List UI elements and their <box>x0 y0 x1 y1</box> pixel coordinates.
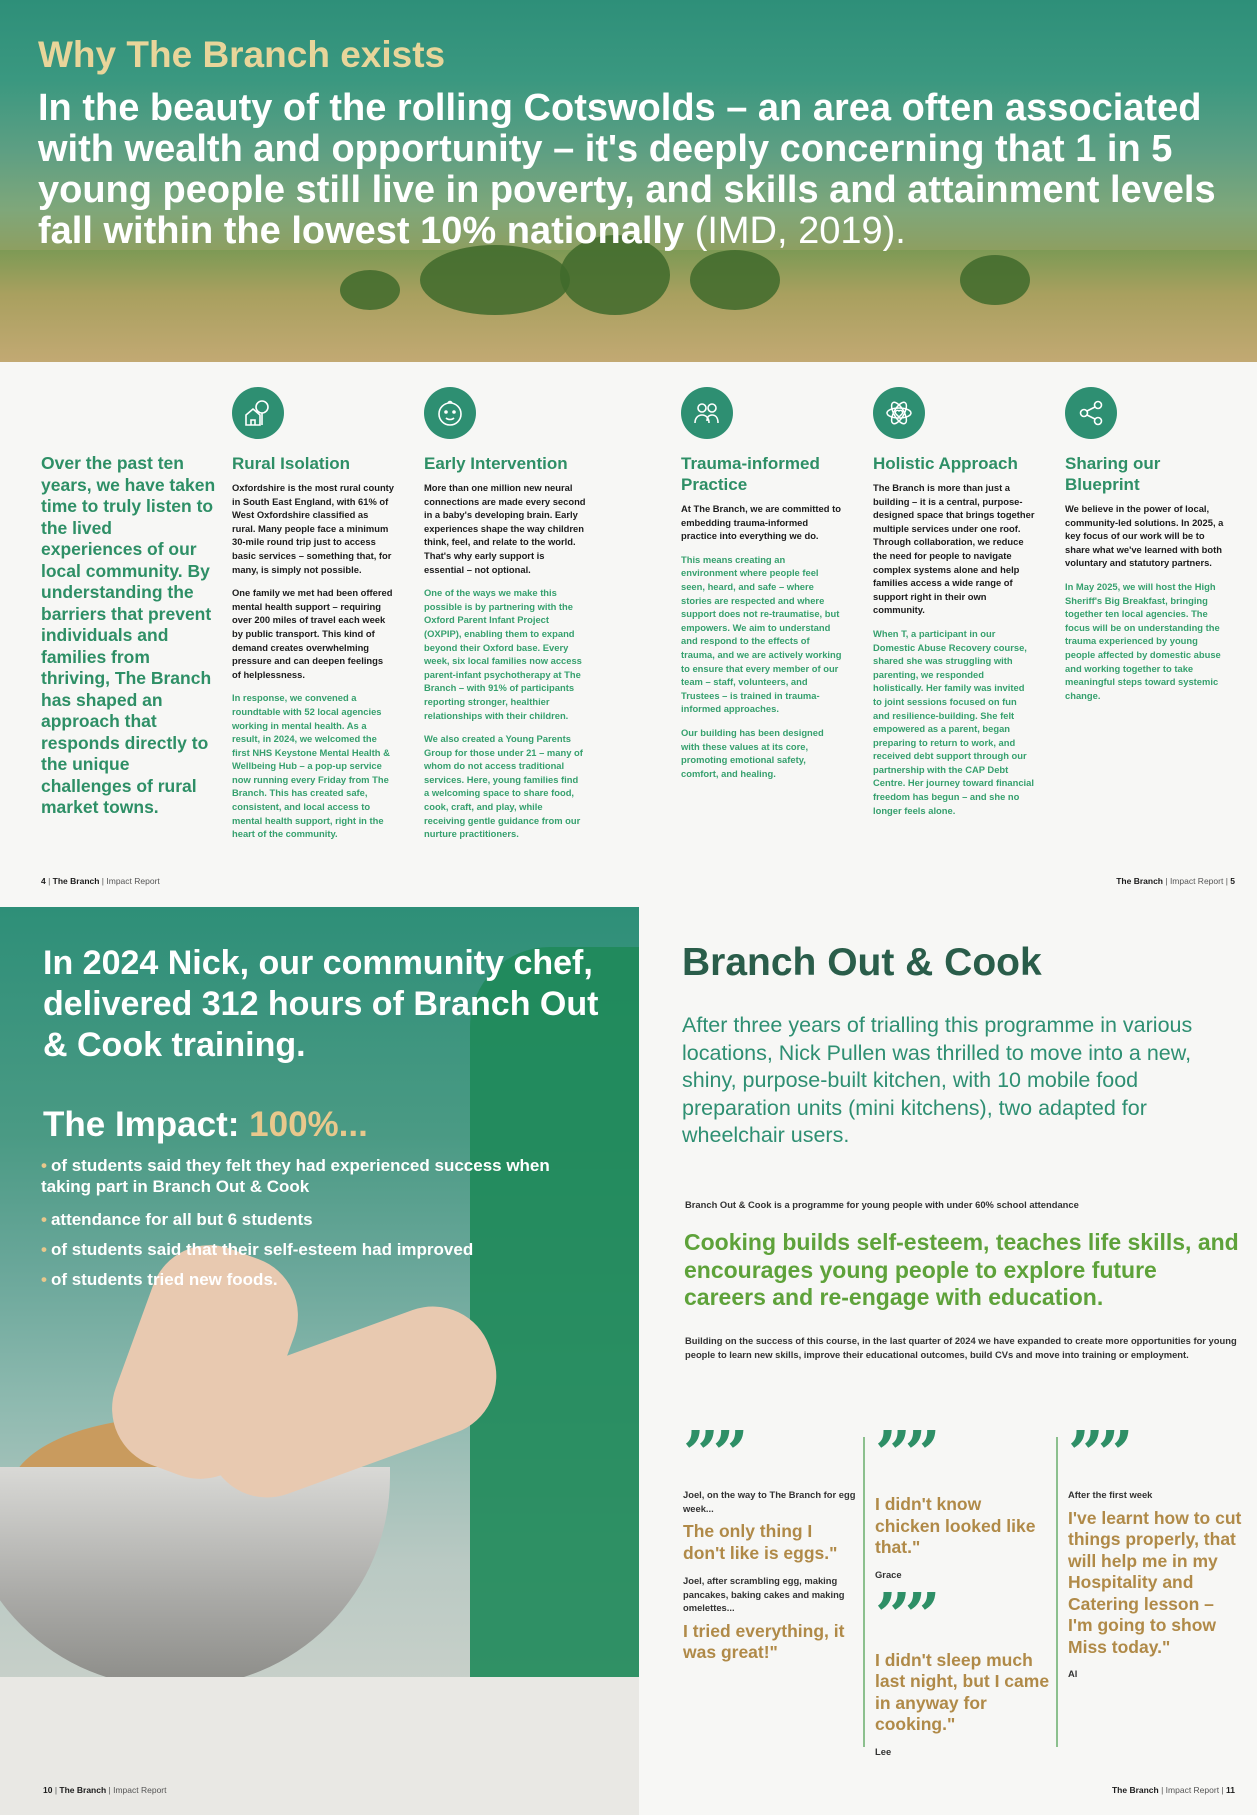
hero-citation: (IMD, 2019). <box>694 210 906 252</box>
page-number: 11 <box>1226 1785 1235 1795</box>
hero-tree <box>420 245 570 315</box>
quote-context: After the first week <box>1068 1489 1153 1500</box>
column-paragraph: The Branch is more than just a building – it is a central, purpose-designed space that brings together multiple services under one roof. Through collaboration, we reduce the need for people to navigate complex systems alone and help families access a wide range of support right in their own community. <box>873 482 1035 616</box>
column-paragraph: More than one million new neural connections are made every second in a baby's developing brain. Early experiences shape the way children think, feel, and relate to the world. That's why early support is essential – not optional. <box>424 482 586 575</box>
spread-pages-4-5 <box>0 362 1257 907</box>
column-paragraph-highlight: In response, we convened a roundtable with 52 local agencies working in mental health. As a result, in 2024, we welcomed the first NHS Keystone Mental Health & Wellbeing Hub – a pop-up service now running every Friday from The Branch. This has created safe, consistent, and local access to mental health support, right in the heart of the community. <box>232 692 390 840</box>
intro-statement: Over the past ten years, we have taken time to truly listen to the lived experiences of our local community. By understanding the barriers that prevent individuals and families from thriving, The Branch has shaped an approach that responds directly to the unique challenges of rural market towns. <box>41 453 216 817</box>
hero-banner <box>0 0 1257 362</box>
quote-mark-icon: ”” <box>875 1578 935 1652</box>
page-title: Branch Out & Cook <box>682 941 1042 984</box>
page-footer-5: The Branch | Impact Report | 5 <box>1116 876 1235 886</box>
quote-author: Lee <box>875 1745 892 1757</box>
impact-bullet-text: of students said that their self-esteem had improved <box>50 1240 474 1259</box>
page-10-headline: In 2024 Nick, our community chef, delivered 312 hours of Branch Out & Cook training. <box>43 944 599 1064</box>
column-paragraph-highlight: We also created a Young Parents Group for those under 21 – many of whom do not access traditional services. Here, young families find a welcoming space to share food, cook, craft, and play, while receiving gentle guidance from our nurture practitioners. <box>424 733 583 840</box>
footer-subtitle: Impact Report <box>1169 876 1224 886</box>
footer-brand: The Branch <box>1116 876 1163 886</box>
share-icon <box>1065 387 1117 439</box>
page-11-lede: After three years of trialling this programme in various locations, Nick Pullen was thrilled to move into a new, shiny, purpose-built kitchen, with 10 mobile food preparation units (mini kitchens), two adapted for wheelchair users. <box>682 1013 1193 1147</box>
quote-author: Grace <box>875 1568 902 1580</box>
impact-bullet: • of students tried new foods. <box>41 1270 278 1289</box>
column-trauma-informed <box>681 387 843 790</box>
footer-subtitle: Impact Report <box>1165 1785 1220 1795</box>
footer-subtitle: Impact Report <box>113 1785 167 1795</box>
column-paragraph-highlight: In May 2025, we will host the High Sheriff's Big Breakfast, bringing together ten local agencies. The focus will be on understanding the trauma experienced by young people affected by domestic abuse and working together to take meaningful steps toward systemic change. <box>1065 580 1221 701</box>
column-paragraph: Oxfordshire is the most rural county in South East England, with 61% of West Oxfordshire classified as rural. Many people face a minimum 30-mile round trip just to access basic services – something that, for many, is simply not possible. <box>232 482 395 575</box>
heart-atom-icon <box>873 387 925 439</box>
impact-value: 100%... <box>249 1105 368 1144</box>
quote-mark-icon: ”” <box>875 1417 935 1490</box>
quote-text: The only thing I don't like is eggs." <box>683 1521 838 1563</box>
column-title: Early Intervention <box>424 454 568 473</box>
column-title: Trauma-informed Practice <box>681 454 820 494</box>
quote-divider <box>1056 1437 1058 1747</box>
column-paragraph: We believe in the power of local, community-led solutions. In 2025, a key focus of our work will be to share what we've learned with both voluntary and statutory partners. <box>1065 503 1224 569</box>
impact-bullet-text: of students tried new foods. <box>50 1270 278 1289</box>
hero-lead <box>38 88 1248 252</box>
page-11-body: Building on the success of this course, in the last quarter of 2024 we have expanded to create more opportunities for young people to learn new skills, improve their educational outcomes, build CVs and move into training or employment. <box>685 1335 1237 1360</box>
baby-face-icon <box>424 387 476 439</box>
column-title: Sharing our Blueprint <box>1065 454 1161 494</box>
programme-note: Branch Out & Cook is a programme for young people with under 60% school attendance <box>685 1199 1079 1210</box>
footer-brand: The Branch <box>59 1785 107 1795</box>
quote-context: Joel, on the way to The Branch for egg week... <box>683 1489 856 1514</box>
hero-tree <box>960 255 1030 305</box>
column-paragraph-highlight: This means creating an environment where people feel seen, heard, and safe – where stories are respected and where support does not re-traumatise, but empowers. We aim to understand and respond to the effects of trauma, and we are actively working to ensure that every member of our team – staff, volunteers, and Trustees – is trained in trauma-informed approaches. <box>681 553 842 715</box>
column-early-intervention <box>424 387 586 851</box>
impact-heading <box>43 1105 368 1145</box>
people-heart-icon <box>681 387 733 439</box>
impact-bullet: • of students said they felt they had experienced success when taking part in Branch Out & Cook <box>41 1156 550 1196</box>
quote-mark-icon: ”” <box>1068 1417 1128 1490</box>
quote-context: Joel, after scrambling egg, making pancakes, baking cakes and making omelettes... <box>683 1575 845 1613</box>
hero-kicker: Why The Branch exists <box>38 34 446 75</box>
footer-subtitle: Impact Report <box>106 876 160 886</box>
quote-text: I didn't sleep much last night, but I came in anyway for cooking." <box>875 1649 1050 1734</box>
hero-lead-text: In the beauty of the rolling Cotswolds – an area often associated with wealth and opportunity – it's deeply concerning that 1 in 5 young people still live in poverty, and skills and attainment levels fall within the lowest 10% nationally <box>38 87 1216 252</box>
column-rural-isolation <box>232 387 394 851</box>
hero-tree <box>340 270 400 310</box>
column-holistic-approach <box>873 387 1035 827</box>
page-10 <box>0 907 639 1815</box>
quote-column-1 <box>683 1417 858 1674</box>
impact-label: The Impact: <box>43 1105 240 1144</box>
page-footer-4: 4 | The Branch | Impact Report <box>41 876 160 886</box>
column-paragraph-highlight: When T, a participant in our Domestic Abuse Recovery course, shared she was struggling with parenting, we responded holistically. Her family was invited to joint sessions focused on fun and resilience-building. She felt empowered as a parent, began preparing to return to work, and received debt support through our partnership with the CAP Debt Centre. Her journey toward financial freedom has begun – and she no longer feels alone. <box>873 627 1034 816</box>
tree-house-icon <box>232 387 284 439</box>
column-sharing-blueprint <box>1065 387 1227 712</box>
column-paragraph: At The Branch, we are committed to embedding trauma-informed practice into everything we do. <box>681 503 841 542</box>
impact-bullet: • of students said that their self-esteem had improved <box>41 1240 474 1259</box>
quote-text: I didn't know chicken looked like that." <box>875 1494 1036 1557</box>
page-footer-10: 10 | The Branch | Impact Report <box>43 1785 167 1795</box>
footer-brand: The Branch <box>52 876 100 886</box>
quote-column-3 <box>1068 1417 1243 1689</box>
quote-text: I've learnt how to cut things properly, that will help me in my Hospitality and Catering lesson – I'm going to show Miss today." <box>1068 1507 1242 1657</box>
pull-statement: Cooking builds self-esteem, teaches life skills, and encourages young people to explore future careers and re-engage with education. <box>684 1229 1239 1310</box>
column-title: Holistic Approach <box>873 454 1018 473</box>
column-title: Rural Isolation <box>232 454 351 473</box>
page-11 <box>639 907 1257 1815</box>
impact-bullet-text: attendance for all but 6 students <box>50 1210 313 1229</box>
column-paragraph-highlight: One of the ways we make this possible is by partnering with the Oxford Parent Infant Project (OXPIP), enabling them to expand beyond their Oxford base. Every week, six local families now access parent-infant psychotherapy at The Branch – with 91% of participants reporting stronger, healthier relationships with their children. <box>424 587 582 721</box>
quote-text: I tried everything, it was great!" <box>683 1620 845 1662</box>
page-number: 4 <box>41 876 46 886</box>
page-footer-11: The Branch | Impact Report | 11 <box>1111 1785 1235 1795</box>
impact-bullet: • attendance for all but 6 students <box>41 1210 313 1229</box>
impact-bullet-text: of students said they felt they had experienced success when taking part in Branch Out & Cook <box>41 1156 550 1196</box>
page-number: 5 <box>1230 876 1235 886</box>
column-paragraph: One family we met had been offered mental health support – requiring over 200 miles of travel each week by public transport. This kind of demand creates overwhelming pressure and can deepen feelings of helplessness. <box>232 587 393 680</box>
quote-column-2 <box>875 1417 1050 1767</box>
quote-divider <box>863 1437 865 1747</box>
footer-brand: The Branch <box>1111 1785 1159 1795</box>
quote-mark-icon: ”” <box>683 1417 743 1490</box>
photo-mixing-bowl <box>0 1467 390 1687</box>
quote-author: Al <box>1068 1668 1078 1679</box>
hero-tree <box>690 250 780 310</box>
page-number: 10 <box>43 1785 53 1795</box>
column-paragraph-highlight: Our building has been designed with these values at its core, promoting emotional safety, comfort, and healing. <box>681 726 824 779</box>
